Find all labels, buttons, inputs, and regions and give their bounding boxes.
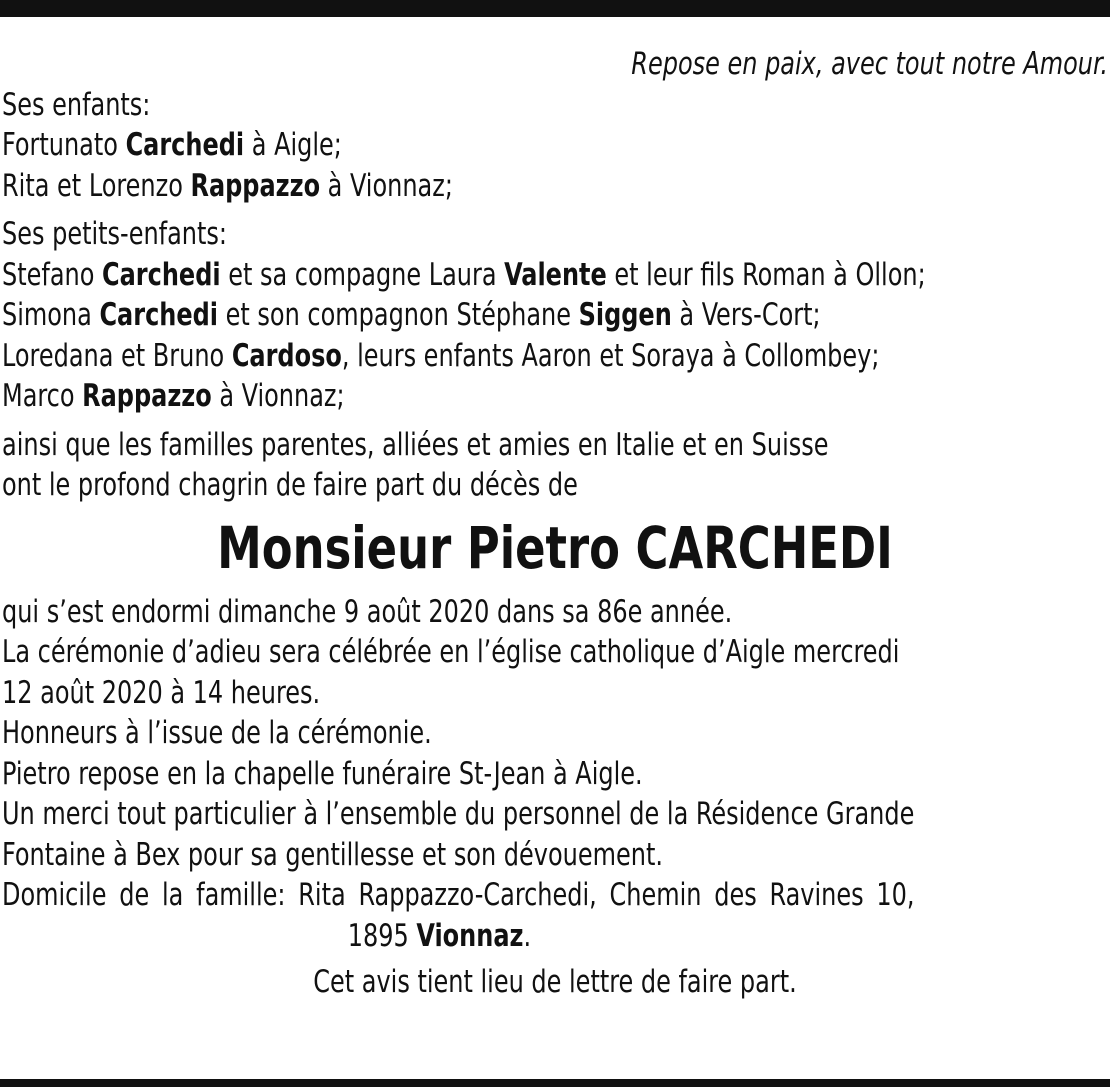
surname: Rappazzo [82, 378, 212, 414]
detail-line: Fontaine à Bex pour sa gentillesse et son dévouement. [2, 836, 663, 873]
closing-note: Cet avis tient lieu de lettre de faire part. [313, 964, 797, 1000]
obituary-notice [2, 44, 1108, 1003]
detail-line: qui s’est endormi dimanche 9 août 2020 dans sa 86e année. [2, 593, 733, 630]
surname: Carchedi [125, 127, 245, 163]
bottom-rule [0, 1079, 1110, 1087]
grandchild-entry: Stefano Carchedi et sa compagne Laura Valente et leur fils Roman à Ollon; [2, 256, 926, 293]
family-line: ainsi que les familles parentes, alliées et amies en Italie et en Suisse [2, 426, 829, 463]
detail-line: Pietro repose en la chapelle funéraire St-Jean à Aigle. [2, 755, 643, 792]
surname: Valente [504, 256, 607, 293]
motto: Repose en paix, avec tout notre Amour. [631, 46, 1108, 82]
child-entry: Rita et Lorenzo Rappazzo à Vionnaz; [2, 167, 453, 204]
grandchild-entry: Loredana et Bruno Cardoso, leurs enfants Aaron et Soraya à Collombey; [2, 337, 880, 374]
domicile-address: Domicile de la famille: Rita Rappazzo-Carchedi, Chemin des Ravines 10, [2, 877, 915, 913]
surname: Carchedi [99, 297, 219, 333]
top-rule [0, 0, 1110, 17]
children-heading: Ses enfants: [2, 86, 151, 123]
grandchild-entry: Marco Rappazzo à Vionnaz; [2, 378, 345, 414]
surname: Cardoso [231, 337, 342, 374]
domicile-town: Vionnaz [416, 917, 524, 954]
surname: Carchedi [102, 256, 221, 293]
deceased-name: Monsieur Pietro CARCHEDI [217, 513, 893, 582]
detail-line: Honneurs à l’issue de la cérémonie. [2, 715, 432, 751]
domicile-town-line: 1895 Vionnaz. [347, 917, 532, 954]
surname: Rappazzo [190, 167, 321, 204]
detail-line: La cérémonie d’adieu sera célébrée en l’église catholique d’Aigle mercredi [2, 634, 900, 670]
grandchild-entry: Simona Carchedi et son compagnon Stéphane Siggen à Vers-Cort; [2, 297, 821, 333]
detail-line: Un merci tout particulier à l’ensemble du personnel de la Résidence Grande [2, 796, 915, 832]
family-line: ont le profond chagrin de faire part du décès de [2, 467, 578, 503]
child-entry: Fortunato Carchedi à Aigle; [2, 127, 342, 163]
detail-line: 12 août 2020 à 14 heures. [2, 674, 321, 711]
surname: Siggen [578, 297, 672, 333]
grandchildren-heading: Ses petits-enfants: [2, 216, 227, 252]
